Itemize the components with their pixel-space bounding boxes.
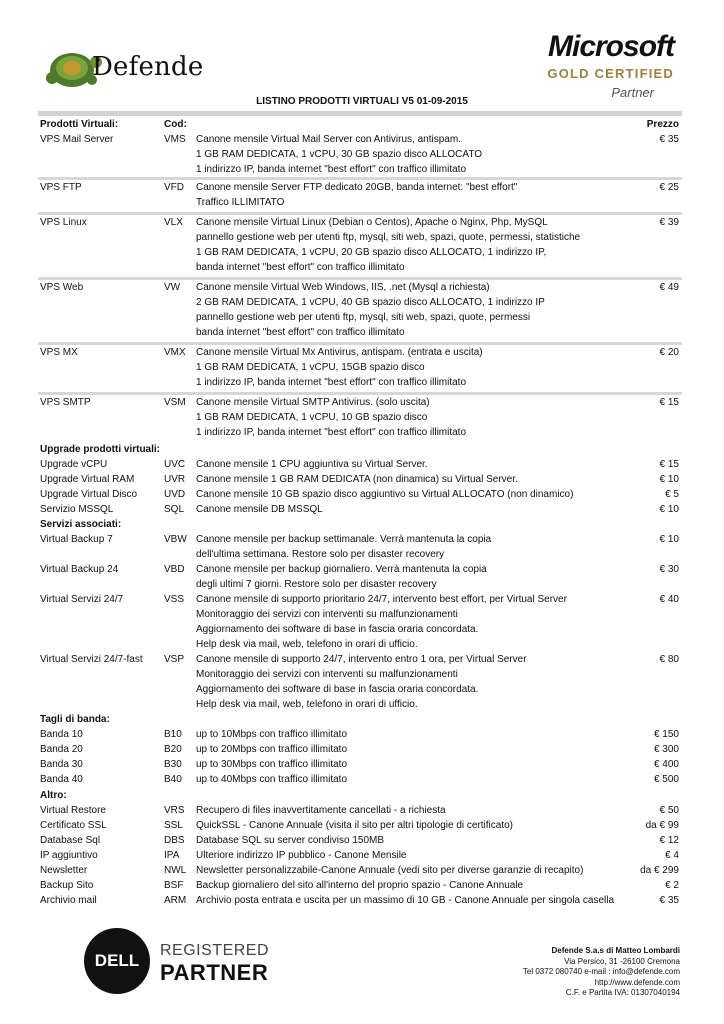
product-code: VLX bbox=[164, 217, 183, 228]
product-name: IP aggiuntivo bbox=[40, 850, 98, 861]
description-line: Canone mensile Virtual Web Windows, IIS, .net (Mysql a richiesta) bbox=[196, 282, 490, 293]
table-row bbox=[38, 727, 682, 742]
product-name: Archivio mail bbox=[40, 895, 97, 906]
product-price: € 35 bbox=[659, 895, 679, 906]
column-header-price: Prezzo bbox=[646, 119, 679, 130]
description-line: Monitoraggio dei servizi con interventi su malfunzionamenti bbox=[196, 609, 458, 620]
product-code: BSF bbox=[164, 880, 184, 891]
description-line: Canone mensile 1 CPU aggiuntiva su Virtual Server. bbox=[196, 459, 428, 470]
description-line: Backup giornaliero del sito all'interno del proprio spazio - Canone Annuale bbox=[196, 880, 524, 891]
product-code: VBD bbox=[164, 564, 185, 575]
description-line: Canone mensile DB MSSQL bbox=[196, 504, 323, 515]
description-line: 1 indirizzo IP, banda internet "best effort" con traffico illimitato bbox=[196, 164, 467, 175]
product-name: VPS FTP bbox=[40, 182, 82, 193]
table-row bbox=[38, 757, 682, 772]
title-divider bbox=[38, 111, 682, 116]
section-title-banda: Tagli di banda: bbox=[40, 714, 110, 725]
servizi-section bbox=[38, 532, 682, 712]
product-code: SQL bbox=[164, 504, 185, 515]
description-line: banda internet "best effort" con traffico illimitato bbox=[196, 327, 405, 338]
product-description bbox=[196, 848, 642, 863]
description-line: up to 10Mbps con traffico illimitato bbox=[196, 729, 348, 740]
product-description bbox=[196, 132, 642, 177]
vps-section bbox=[38, 132, 682, 442]
defende-logo bbox=[44, 44, 204, 92]
description-line: Archivio posta entrata e uscita per un massimo di 10 GB - Canone Annuale per singola casella bbox=[196, 895, 615, 906]
description-line: 1 GB RAM DEDICATA, 1 vCPU, 15GB spazio disco bbox=[196, 362, 425, 373]
product-price: € 10 bbox=[659, 474, 679, 485]
product-description bbox=[196, 803, 642, 818]
description-line: Aggiornamento dei software di base in fascia oraria concordata. bbox=[196, 624, 479, 635]
microsoft-gold-certified-logo bbox=[524, 32, 674, 100]
product-description bbox=[196, 472, 642, 487]
product-name: Virtual Backup 7 bbox=[40, 534, 113, 545]
product-description bbox=[196, 592, 642, 652]
dell-registered-partner-logo bbox=[84, 928, 274, 998]
description-line: Canone mensile Server FTP dedicato 20GB, banda internet: "best effort" bbox=[196, 182, 518, 193]
description-line: Monitoraggio dei servizi con interventi su malfunzionamenti bbox=[196, 669, 458, 680]
dell-partner-label: PARTNER bbox=[160, 960, 269, 985]
product-description bbox=[196, 215, 642, 275]
description-line: Ulteriore indirizzo IP pubblico - Canone Mensile bbox=[196, 850, 407, 861]
product-description bbox=[196, 652, 642, 712]
description-line: dell'ultima settimana. Restore solo per disaster recovery bbox=[196, 549, 445, 560]
description-line: Canone mensile Virtual Mail Server con Antivirus, antispam. bbox=[196, 134, 461, 145]
product-description bbox=[196, 772, 642, 787]
table-row bbox=[38, 487, 682, 502]
table-row bbox=[38, 472, 682, 487]
table-row bbox=[38, 803, 682, 818]
company-website[interactable]: http://www.defende.com bbox=[594, 977, 680, 987]
product-name: VPS Linux bbox=[40, 217, 87, 228]
table-row bbox=[38, 772, 682, 787]
description-line: Canone mensile 10 GB spazio disco aggiuntivo su Virtual ALLOCATO (non dinamico) bbox=[196, 489, 574, 500]
product-name: VPS Web bbox=[40, 282, 84, 293]
product-description bbox=[196, 180, 642, 210]
company-info bbox=[420, 946, 680, 999]
description-line: Aggiornamento dei software di base in fascia oraria concordata. bbox=[196, 684, 479, 695]
product-price: € 20 bbox=[659, 347, 679, 358]
product-code: VRS bbox=[164, 805, 185, 816]
banda-section bbox=[38, 727, 682, 787]
product-price: € 49 bbox=[659, 282, 679, 293]
product-code: VSM bbox=[164, 397, 186, 408]
company-contacts: Tel 0372 080740 e-mail : info@defende.com bbox=[522, 967, 680, 976]
table-row bbox=[38, 532, 682, 562]
product-name: Database Sql bbox=[40, 835, 101, 846]
product-code: UVD bbox=[164, 489, 186, 500]
description-line: Database SQL su server condiviso 150MB bbox=[196, 835, 385, 846]
table-row bbox=[38, 392, 682, 442]
table-row bbox=[38, 893, 682, 908]
product-name: VPS MX bbox=[40, 347, 78, 358]
description-line: Traffico ILLIMITATO bbox=[196, 197, 285, 208]
product-name: Servizio MSSQL bbox=[40, 504, 114, 515]
description-line: degli ultimi 7 giorni. Restore solo per disaster recovery bbox=[196, 579, 437, 590]
product-code: UVC bbox=[164, 459, 186, 470]
product-price: € 400 bbox=[653, 759, 679, 770]
defende-logo-text: Defende bbox=[92, 52, 204, 82]
description-line: Canone mensile Virtual SMTP Antivirus. (solo uscita) bbox=[196, 397, 430, 408]
product-description bbox=[196, 878, 642, 893]
description-line: Canone mensile Virtual Mx Antivirus, antispam. (entrata e uscita) bbox=[196, 347, 483, 358]
gold-certified-label: GOLD CERTIFIED bbox=[547, 66, 674, 81]
table-header bbox=[38, 117, 682, 132]
description-line: pannello gestione web per utenti ftp, mysql, siti web, spazi, quote, permessi bbox=[196, 312, 531, 323]
product-name: VPS SMTP bbox=[40, 397, 91, 408]
product-price: € 39 bbox=[659, 217, 679, 228]
product-price: € 15 bbox=[659, 397, 679, 408]
product-name: Backup Sito bbox=[40, 880, 94, 891]
product-name: Banda 10 bbox=[40, 729, 83, 740]
description-line: 1 GB RAM DEDICATA, 1 vCPU, 10 GB spazio disco bbox=[196, 412, 428, 423]
product-code: B40 bbox=[164, 774, 182, 785]
description-line: Canone mensile di supporto 24/7, intervento entro 1 ora, per Virtual Server bbox=[196, 654, 527, 665]
product-code: VW bbox=[164, 282, 181, 293]
table-row bbox=[38, 742, 682, 757]
product-price: € 25 bbox=[659, 182, 679, 193]
product-price: € 5 bbox=[665, 489, 679, 500]
product-name: Banda 20 bbox=[40, 744, 83, 755]
table-row bbox=[38, 833, 682, 848]
table-row bbox=[38, 878, 682, 893]
product-name: Virtual Restore bbox=[40, 805, 106, 816]
product-code: DBS bbox=[164, 835, 185, 846]
product-description bbox=[196, 457, 642, 472]
document-title: LISTINO PRODOTTI VIRTUALI V5 01-09-2015 bbox=[256, 96, 468, 107]
description-line: banda internet "best effort" con traffico illimitato bbox=[196, 262, 405, 273]
product-price: € 2 bbox=[665, 880, 679, 891]
product-description bbox=[196, 727, 642, 742]
product-price: € 10 bbox=[659, 534, 679, 545]
product-code: VBW bbox=[164, 534, 187, 545]
altro-section bbox=[38, 803, 682, 908]
table-row bbox=[38, 212, 682, 277]
description-line: 2 GB RAM DEDICATA, 1 vCPU, 40 GB spazio disco ALLOCATO, 1 indirizzo IP bbox=[196, 297, 545, 308]
description-line: up to 40Mbps con traffico illimitato bbox=[196, 774, 348, 785]
product-description bbox=[196, 562, 642, 592]
description-line: pannello gestione web per utenti ftp, mysql, siti web, spazi, quote, permessi, statistiche bbox=[196, 232, 581, 243]
description-line: Recupero di files inavvertitamente cancellati - a richiesta bbox=[196, 805, 446, 816]
column-header-name: Prodotti Virtuali: bbox=[40, 119, 119, 130]
product-price: € 50 bbox=[659, 805, 679, 816]
company-name: Defende S.a.s di Matteo Lombardi bbox=[551, 946, 680, 955]
product-price: da € 299 bbox=[640, 865, 679, 876]
description-line: QuickSSL - Canone Annuale (visita il sito per altri tipologie di certificato) bbox=[196, 820, 514, 831]
product-name: Certificato SSL bbox=[40, 820, 107, 831]
table-row bbox=[38, 132, 682, 177]
product-description bbox=[196, 345, 642, 390]
product-price: € 10 bbox=[659, 504, 679, 515]
table-row bbox=[38, 848, 682, 863]
product-code: SSL bbox=[164, 820, 183, 831]
product-code: B20 bbox=[164, 744, 182, 755]
company-vat: C.F. e Partita IVA: 01307040194 bbox=[565, 988, 680, 997]
product-price: € 80 bbox=[659, 654, 679, 665]
product-description bbox=[196, 742, 642, 757]
product-code: B10 bbox=[164, 729, 182, 740]
product-name: VPS Mail Server bbox=[40, 134, 114, 145]
description-line: 1 GB RAM DEDICATA, 1 vCPU, 30 GB spazio disco ALLOCATO bbox=[196, 149, 483, 160]
product-description bbox=[196, 280, 642, 340]
dell-logo-icon: DELL bbox=[84, 928, 150, 994]
product-price: € 300 bbox=[653, 744, 679, 755]
product-name: Upgrade vCPU bbox=[40, 459, 108, 470]
product-code: VSP bbox=[164, 654, 185, 665]
product-name: Upgrade Virtual Disco bbox=[40, 489, 138, 500]
table-row bbox=[38, 342, 682, 392]
description-line: Newsletter personalizzabile-Canone Annuale (vedi sito per diverse garanzie di recapito) bbox=[196, 865, 584, 876]
section-title-servizi: Servizi associati: bbox=[40, 519, 122, 530]
product-description bbox=[196, 487, 642, 502]
description-line: Canone mensile 1 GB RAM DEDICATA (non dinamica) su Virtual Server. bbox=[196, 474, 518, 485]
section-title-upgrade: Upgrade prodotti virtuali: bbox=[40, 444, 160, 455]
product-name: Virtual Servizi 24/7-fast bbox=[40, 654, 143, 665]
partner-label: Partner bbox=[611, 85, 654, 100]
product-description bbox=[196, 893, 642, 908]
product-price: da € 99 bbox=[645, 820, 679, 831]
product-code: UVR bbox=[164, 474, 186, 485]
product-code: VFD bbox=[164, 182, 184, 193]
product-code: B30 bbox=[164, 759, 182, 770]
description-line: up to 30Mbps con traffico illimitato bbox=[196, 759, 348, 770]
table-row bbox=[38, 277, 682, 342]
product-name: Banda 30 bbox=[40, 759, 83, 770]
description-line: Canone mensile per backup settimanale. Verrà mantenuta la copia bbox=[196, 534, 492, 545]
table-row bbox=[38, 562, 682, 592]
product-price: € 15 bbox=[659, 459, 679, 470]
description-line: Canone mensile Virtual Linux (Debian o Centos), Apache o Nginx, Php, MySQL bbox=[196, 217, 548, 228]
product-description bbox=[196, 833, 642, 848]
description-line: 1 indirizzo IP, banda internet "best effort" con traffico illimitato bbox=[196, 377, 467, 388]
table-row bbox=[38, 457, 682, 472]
product-description bbox=[196, 818, 642, 833]
product-description bbox=[196, 757, 642, 772]
product-description bbox=[196, 395, 642, 440]
product-name: Virtual Servizi 24/7 bbox=[40, 594, 124, 605]
product-price: € 500 bbox=[653, 774, 679, 785]
company-address: Via Persico, 31 -26100 Cremona bbox=[564, 956, 680, 966]
product-code: IPA bbox=[164, 850, 180, 861]
product-price: € 35 bbox=[659, 134, 679, 145]
table-row bbox=[38, 818, 682, 833]
column-header-code: Cod: bbox=[164, 119, 187, 130]
description-line: Canone mensile di supporto prioritario 24/7, intervento best effort, per Virtual Server bbox=[196, 594, 567, 605]
product-price: € 4 bbox=[665, 850, 679, 861]
product-name: Newsletter bbox=[40, 865, 88, 876]
product-price: € 30 bbox=[659, 564, 679, 575]
table-row bbox=[38, 592, 682, 652]
table-row bbox=[38, 177, 682, 212]
description-line: 1 GB RAM DEDICATA, 1 vCPU, 20 GB spazio disco ALLOCATO, 1 indirizzo IP, bbox=[196, 247, 547, 258]
product-price: € 150 bbox=[653, 729, 679, 740]
table-row bbox=[38, 652, 682, 712]
product-code: VSS bbox=[164, 594, 185, 605]
product-description bbox=[196, 532, 642, 562]
product-name: Banda 40 bbox=[40, 774, 83, 785]
product-name: Upgrade Virtual RAM bbox=[40, 474, 135, 485]
description-line: Canone mensile per backup giornaliero. Verrà mantenuta la copia bbox=[196, 564, 487, 575]
price-list-table bbox=[38, 117, 682, 908]
table-row bbox=[38, 502, 682, 517]
dell-registered-label: REGISTERED bbox=[160, 942, 270, 959]
product-description bbox=[196, 863, 642, 878]
product-code: NWL bbox=[164, 865, 187, 876]
microsoft-brand: Microsoft bbox=[548, 30, 674, 63]
product-code: VMS bbox=[164, 134, 186, 145]
description-line: 1 indirizzo IP, banda internet "best effort" con traffico illimitato bbox=[196, 427, 467, 438]
upgrade-section bbox=[38, 457, 682, 517]
description-line: Help desk via mail, web, telefono in orari di ufficio. bbox=[196, 639, 418, 650]
product-name: Virtual Backup 24 bbox=[40, 564, 119, 575]
description-line: up to 20Mbps con traffico illimitato bbox=[196, 744, 348, 755]
section-title-altro: Altro: bbox=[40, 790, 67, 801]
product-code: VMX bbox=[164, 347, 186, 358]
product-price: € 12 bbox=[659, 835, 679, 846]
product-code: ARM bbox=[164, 895, 187, 906]
product-price: € 40 bbox=[659, 594, 679, 605]
table-row bbox=[38, 863, 682, 878]
description-line: Help desk via mail, web, telefono in orari di ufficio. bbox=[196, 699, 418, 710]
product-description bbox=[196, 502, 642, 517]
